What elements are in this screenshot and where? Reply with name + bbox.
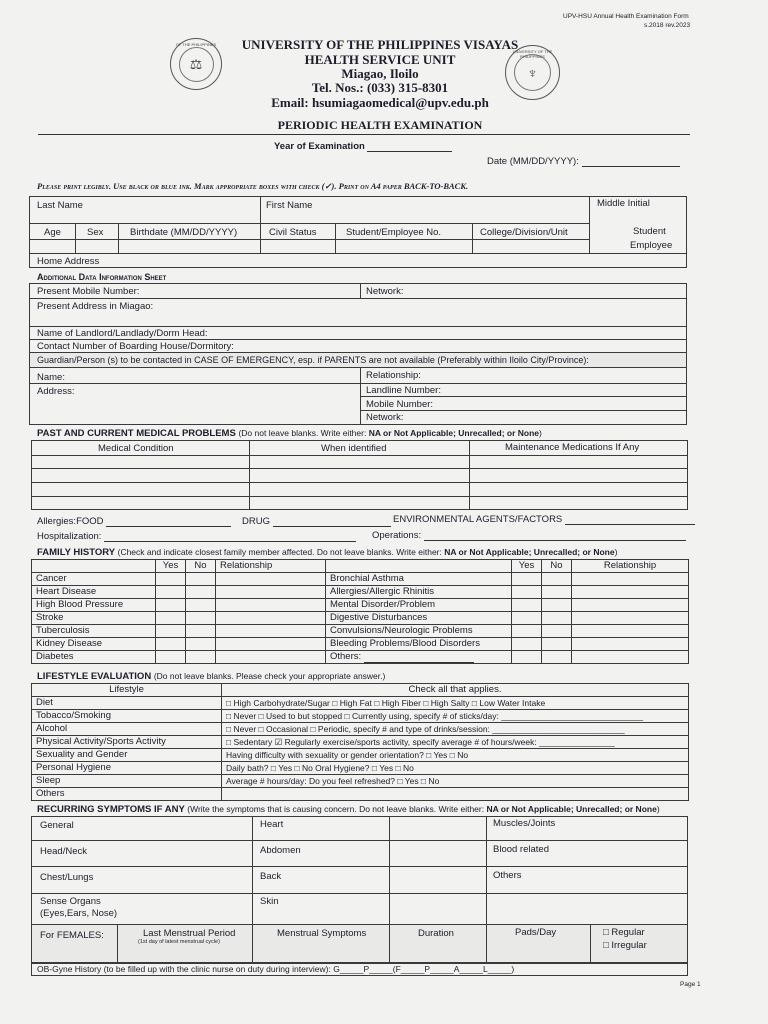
table-row: Diet □ High Carbohydrate/Sugar □ High Fat □ High Fiber □ High Salty □ Low Water Intake: [32, 697, 689, 710]
telephone: Tel. Nos.: (033) 315-8301: [311, 80, 449, 95]
form-revision: s.2018 rev.2023: [644, 22, 691, 29]
symptom-skin: Skin: [260, 896, 279, 907]
menstrual-symptoms-label: Menstrual Symptoms: [277, 928, 367, 939]
page-number: Page 1: [680, 981, 701, 988]
guardian-mobile-label: Mobile Number:: [366, 399, 434, 410]
relationship-label: Relationship:: [366, 370, 421, 381]
medical-condition-header: Medical Condition: [98, 443, 174, 454]
additional-data-title: Additional Data Information Sheet: [37, 272, 167, 282]
up-seal-right: UNIVERSITY OF THE PHILIPPINES ♆: [505, 45, 560, 100]
food-field[interactable]: [106, 526, 231, 527]
lmp-label: Last Menstrual Period: [143, 928, 236, 939]
form-code: UPV-HSU Annual Health Examination Form: [563, 13, 689, 20]
lifestyle-title: LIFESTYLE EVALUATION (Do not leave blanks. Please check your appropriate answer.): [37, 671, 386, 682]
university-name: UNIVERSITY OF THE PHILIPPINES VISAYAS: [241, 37, 519, 52]
for-females-label: For FEMALES:: [40, 930, 104, 941]
age-label: Age: [44, 227, 61, 238]
symptom-head-neck: Head/Neck: [40, 846, 87, 857]
table-row: Others: [32, 788, 689, 801]
symptom-abdomen: Abdomen: [260, 845, 301, 856]
civil-status-label: Civil Status: [269, 227, 317, 238]
table-row: Sleep Average # hours/day: Do you feel refreshed? □ Yes □ No: [32, 775, 689, 788]
environment-field[interactable]: [565, 524, 695, 525]
table-row: Personal Hygiene Daily bath? □ Yes □ No Oral Hygiene? □ Yes □ No: [32, 762, 689, 775]
guardian-network-label: Network:: [366, 412, 404, 423]
address-miagao-label: Present Address in Miagao:: [37, 301, 154, 312]
guardian-address-label: Address:: [37, 386, 75, 397]
symptom-heart: Heart: [260, 819, 284, 830]
email: Email: hsumiagaomedical@upv.edu.ph: [271, 95, 489, 110]
symptom-sense-organs: Sense Organs (Eyes,Ears, Nose): [40, 896, 118, 919]
sex-label: Sex: [87, 227, 104, 238]
symptom-others: Others: [493, 870, 522, 881]
date-label: Date (MM/DD/YYYY):: [487, 156, 680, 167]
middle-initial-label: Middle Initial: [597, 198, 650, 209]
lifestyle-table: [31, 683, 689, 801]
location: Miagao, Iloilo: [341, 66, 419, 81]
symptom-blood-related: Blood related: [493, 844, 549, 855]
drug-field[interactable]: [273, 526, 391, 527]
first-name-label: First Name: [266, 200, 313, 211]
boarding-contact-label: Contact Number of Boarding House/Dormitory:: [37, 341, 234, 352]
table-row: High Blood Pressure Mental Disorder/Problem: [32, 599, 689, 612]
table-row: Kidney Disease Bleeding Problems/Blood Disorders: [32, 638, 689, 651]
student-no-label: Student/Employee No.: [346, 227, 442, 238]
hospitalization: Hospitalization:: [37, 531, 356, 542]
date-field[interactable]: [582, 166, 680, 167]
symptom-chest-lungs: Chest/Lungs: [40, 872, 94, 883]
operations: Operations:: [372, 530, 686, 541]
symptom-back: Back: [260, 871, 282, 882]
symptom-muscles-joints: Muscles/Joints: [493, 818, 556, 829]
hospitalization-field[interactable]: [104, 541, 356, 542]
symptoms-title: RECURRING SYMPTOMS IF ANY (Write the symptoms that is causing concern. Do not leave blanks. Write either: NA or Not Applicable; Unrecalled; or None): [37, 804, 660, 815]
table-row: Tobacco/Smoking □ Never □ Used to but stopped □ Currently using, specify # of sticks/day: ______________________________: [32, 710, 689, 723]
table-row: Diabetes Others:: [32, 651, 689, 664]
family-history-table: Yes No Relationship Yes No Relationship Cancer Bronchial Asthma Heart Disease Allergies/Allergic Rhinitis High Blood Pressure Mental Disorder/Problem Stroke Digestive Disturbances Tuberculosis Convulsions/Neurologic Problems Kidney Disease Bleeding Problems/Blood Disorders Diabetes Others:: [31, 559, 689, 664]
year-of-exam-field[interactable]: [367, 151, 452, 152]
table-row: Alcohol □ Never □ Occasional □ Periodic, specify # and type of drinks/session: ____________________________: [32, 723, 689, 736]
table-row: Heart Disease Allergies/Allergic Rhinitis: [32, 586, 689, 599]
table-row: Stroke Digestive Disturbances: [32, 612, 689, 625]
home-address-label: Home Address: [37, 256, 100, 267]
guardian-name-label: Name:: [37, 372, 65, 383]
regular-option[interactable]: □ Regular: [603, 927, 645, 938]
lmp-note: (1st day of latest menstrual cycle): [138, 939, 220, 945]
irregular-option[interactable]: □ Irregular: [603, 940, 647, 951]
mobile-number-label: Present Mobile Number:: [37, 286, 140, 297]
family-history-title: FAMILY HISTORY (Check and indicate closest family member affected. Do not leave blanks. Write either: NA or Not Applicable; Unrecalled; or None): [37, 547, 618, 558]
pads-per-day-label: Pads/Day: [515, 927, 557, 938]
lifestyle-header: Lifestyle: [32, 684, 222, 697]
year-of-exam-label: Year of Examination: [274, 141, 452, 152]
table-row: Cancer Bronchial Asthma: [32, 573, 689, 586]
when-identified-header: When identified: [321, 443, 387, 454]
medical-problems-title: PAST AND CURRENT MEDICAL PROBLEMS (Do not leave blanks. Write either: NA or Not Applicable; Unrecalled; or None): [37, 428, 542, 439]
landline-label: Landline Number:: [366, 385, 441, 396]
unit-name: HEALTH SERVICE UNIT: [304, 52, 456, 67]
up-seal-left: OF THE PHILIPPINES ⚖: [170, 38, 222, 90]
employee-option[interactable]: Employee: [630, 240, 673, 251]
table-row: Physical Activity/Sports Activity □ Sedentary ☑ Regularly exercise/sports activity, specify average # of hours/week: ________________: [32, 736, 689, 749]
duration-label: Duration: [418, 928, 454, 939]
last-name-label: Last Name: [37, 200, 83, 211]
maintenance-meds-header: Maintenance Medications If Any: [505, 442, 640, 453]
birthdate-label: Birthdate (MM/DD/YYYY): [130, 227, 238, 238]
table-row: Tuberculosis Convulsions/Neurologic Problems: [32, 625, 689, 638]
form-title: PERIODIC HEALTH EXAMINATION: [277, 118, 483, 132]
guardian-label: Guardian/Person (s) to be contacted in CASE OF EMERGENCY, esp. if PARENTS are not available (Preferably within Iloilo City/Province):: [37, 355, 589, 365]
obgyne-history[interactable]: OB-Gyne History (to be filled up with the clinic nurse on duty during interview): G_____P_____(F_____P_____A_____L_____): [37, 964, 515, 974]
student-option[interactable]: Student: [633, 226, 666, 237]
allergies-drug: DRUG: [242, 516, 391, 527]
instructions: Please print legibly. Use black or blue ink. Mark appropriate boxes with check (✓). Print on A4 paper BACK-TO-BACK.: [37, 181, 469, 191]
network-label: Network:: [366, 286, 404, 297]
allergies-food: Allergies:FOOD: [37, 516, 231, 527]
college-label: College/Division/Unit: [480, 227, 568, 238]
check-all-header: Check all that applies.: [222, 684, 689, 697]
operations-field[interactable]: [424, 540, 686, 541]
landlord-label: Name of Landlord/Landlady/Dorm Head:: [37, 328, 208, 339]
symptom-general: General: [40, 820, 74, 831]
table-row: Sexuality and Gender Having difficulty with sexuality or gender orientation? □ Yes □ No: [32, 749, 689, 762]
allergies-environment: ENVIRONMENTAL AGENTS/FACTORS: [393, 514, 695, 525]
